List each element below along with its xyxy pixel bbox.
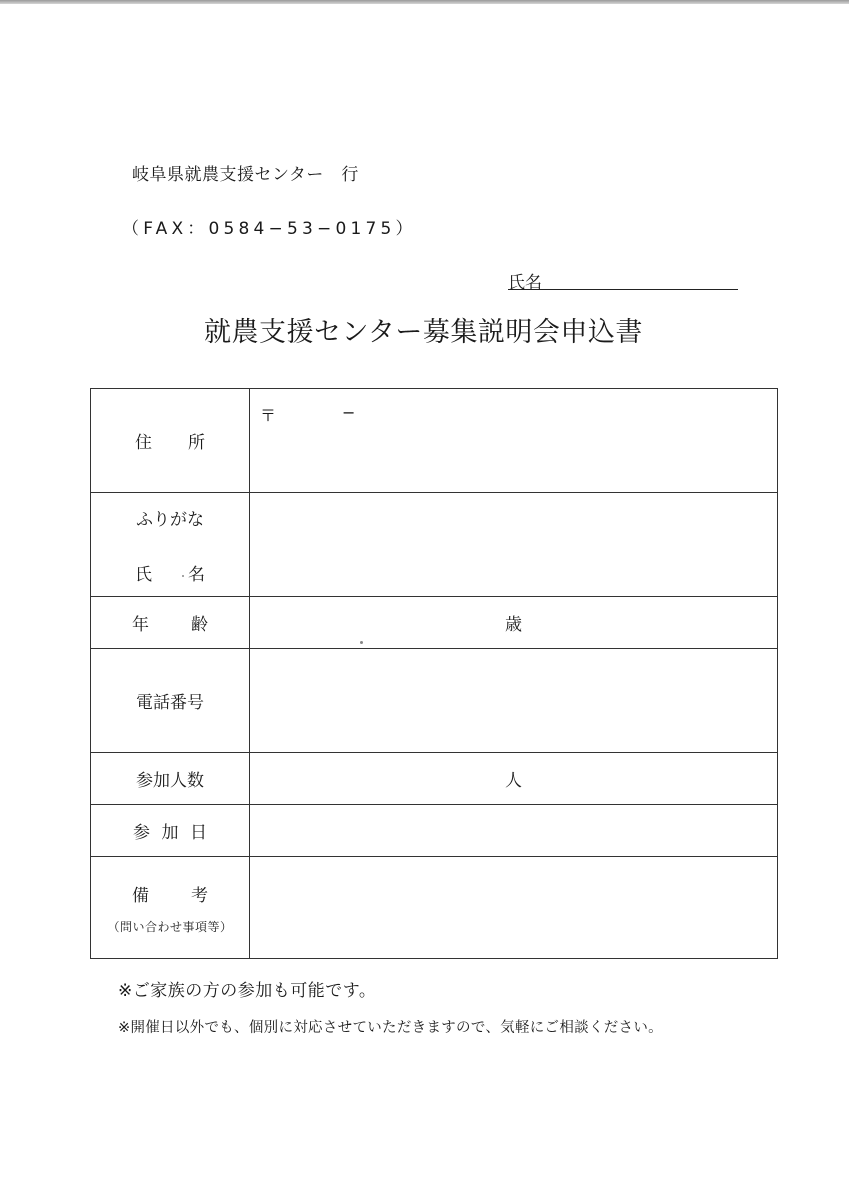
label-participants: 参加人数 <box>91 753 250 805</box>
scan-speck <box>182 575 184 577</box>
label-name-char2: 名 <box>188 564 205 585</box>
applicant-name-label: 氏名 <box>508 273 542 293</box>
label-address-char2: 所 <box>188 433 205 453</box>
label-remarks-char1: 備 <box>132 885 149 906</box>
age-field[interactable] <box>250 597 778 649</box>
application-form-table <box>90 388 778 959</box>
row-participants <box>91 753 778 805</box>
label-date-char2: 加 <box>161 823 179 843</box>
label-furigana: ふりがな <box>136 509 204 530</box>
row-address <box>91 389 778 493</box>
label-name-char1: 氏 <box>135 564 152 585</box>
label-remarks-char2: 考 <box>191 885 208 906</box>
label-age-char2: 齢 <box>191 615 208 635</box>
row-date <box>91 805 778 857</box>
scan-edge <box>0 0 849 4</box>
label-address-char1: 住 <box>135 433 152 453</box>
phone-field[interactable] <box>250 649 778 753</box>
scan-speck <box>360 641 363 644</box>
label-date <box>91 805 250 857</box>
remarks-field[interactable] <box>250 857 778 959</box>
row-phone <box>91 649 778 753</box>
recipient-line: 岐阜県就農支援センター 行 <box>132 165 359 185</box>
label-age-char1: 年 <box>132 615 149 635</box>
label-age <box>91 597 250 649</box>
age-unit: 歳 <box>505 615 522 635</box>
label-phone: 電話番号 <box>91 649 250 753</box>
row-name <box>91 493 778 597</box>
label-name <box>91 493 250 597</box>
label-remarks <box>91 857 250 959</box>
name-field[interactable] <box>250 493 778 597</box>
label-address <box>91 389 250 493</box>
participants-unit: 人 <box>505 771 522 791</box>
label-date-char3: 日 <box>190 823 207 843</box>
date-field[interactable] <box>250 805 778 857</box>
postal-dash: − <box>342 403 356 422</box>
postal-mark: 〒 <box>260 406 277 425</box>
label-remarks-sub: （問い合わせ事項等） <box>107 919 233 934</box>
row-remarks <box>91 857 778 959</box>
note-family: ※ご家族の方の参加も可能です。 <box>118 981 377 1001</box>
fax-number: （FAX：0584−53−0175） <box>122 219 417 239</box>
row-age <box>91 597 778 649</box>
note-consultation: ※開催日以外でも、個別に対応させていただきますので、気軽にご相談ください。 <box>118 1020 663 1036</box>
applicant-name-line[interactable] <box>508 268 738 293</box>
address-field[interactable] <box>250 389 778 493</box>
page-title: 就農支援センター募集説明会申込書 <box>204 317 643 348</box>
label-date-char1: 参 <box>133 823 150 843</box>
participants-field[interactable] <box>250 753 778 805</box>
